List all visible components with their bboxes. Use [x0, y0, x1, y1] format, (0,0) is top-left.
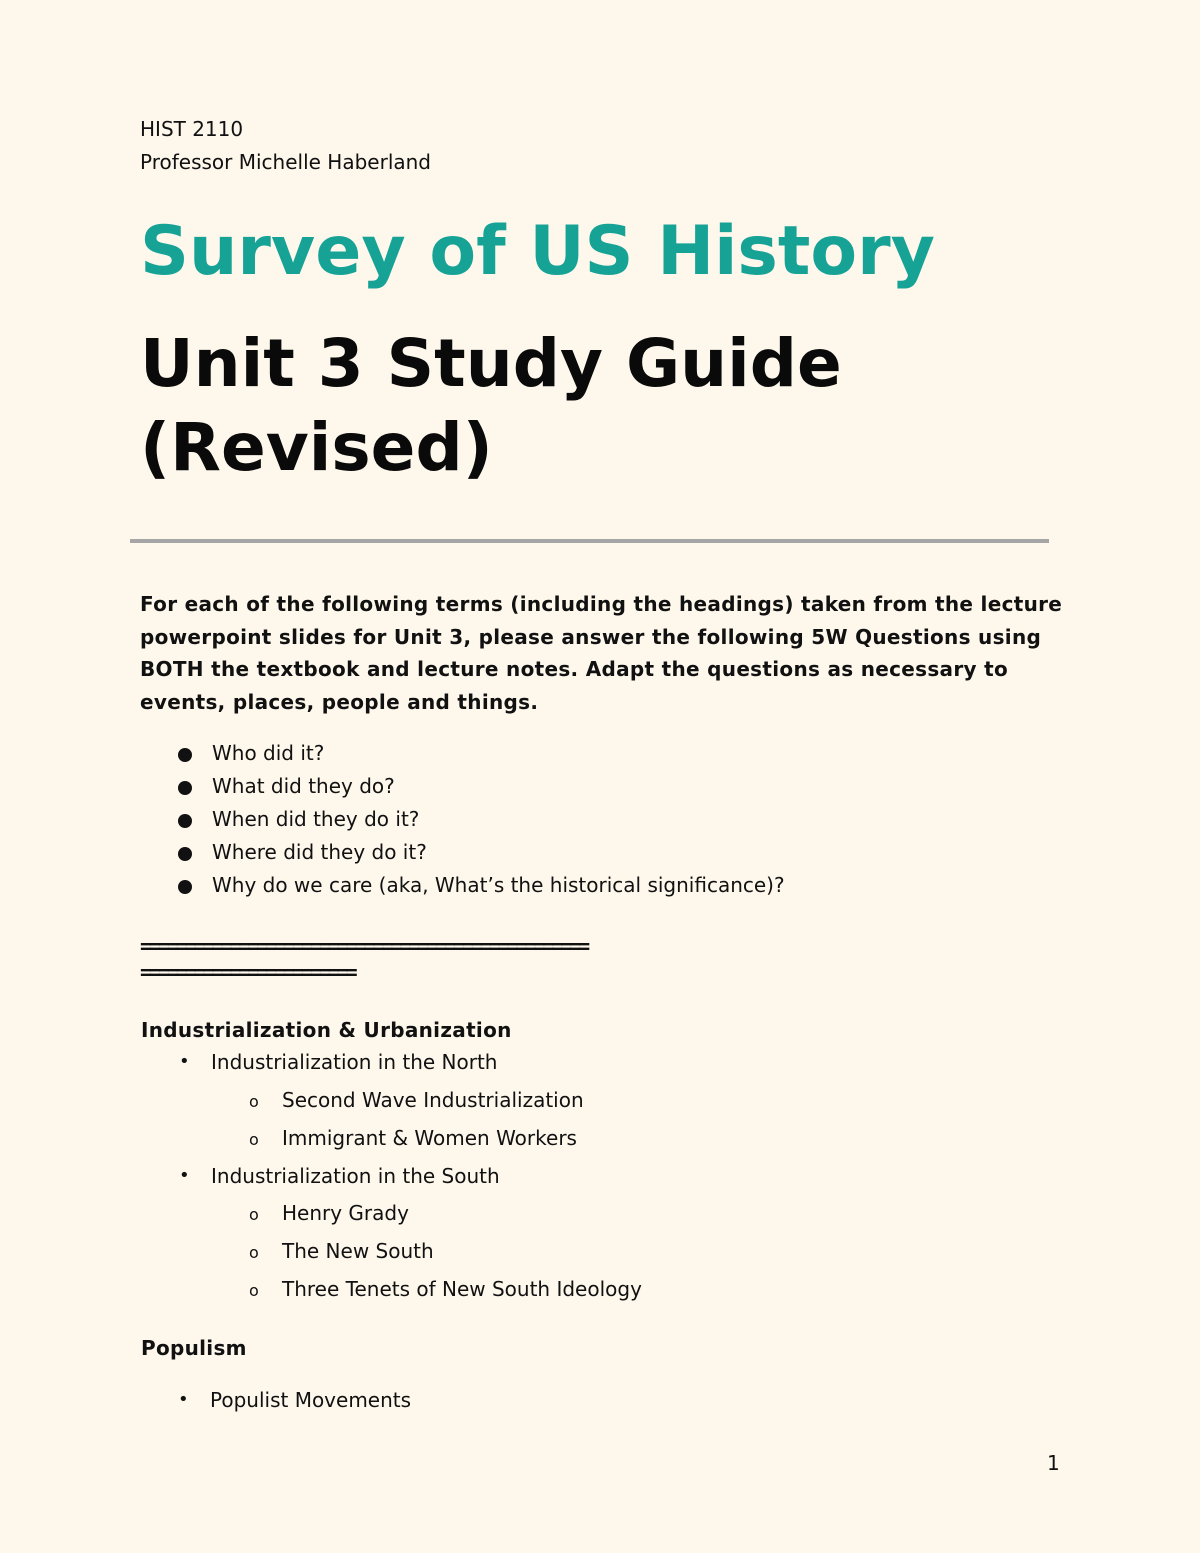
question-text: Who did it? — [212, 741, 325, 765]
question-text: Where did they do it? — [212, 840, 427, 864]
subtopic-label: Second Wave Industrialization — [282, 1088, 584, 1112]
course-code: HIST 2110 — [140, 117, 244, 141]
horizontal-rule — [130, 539, 1049, 543]
list-item — [140, 803, 785, 836]
question-text: What did they do? — [212, 774, 395, 798]
list-item — [249, 1123, 577, 1153]
course-header — [140, 113, 431, 179]
separator-line-2: ======================== — [140, 960, 355, 984]
list-item — [140, 836, 785, 869]
list-item — [249, 1198, 409, 1228]
list-item — [249, 1274, 642, 1304]
section-heading: Populism — [141, 1336, 247, 1360]
bullet-icon: • — [179, 1051, 190, 1072]
circle-bullet-icon: o — [249, 1243, 259, 1262]
list-item — [140, 737, 785, 770]
list-item — [249, 1085, 584, 1115]
document-title: Survey of US History — [140, 212, 935, 291]
bullet-icon — [178, 814, 192, 828]
section-heading: Industrialization & Urbanization — [141, 1018, 512, 1042]
circle-bullet-icon: o — [249, 1092, 259, 1111]
list-item — [179, 1161, 500, 1191]
bullet-icon — [178, 781, 192, 795]
document-subtitle — [140, 322, 842, 490]
list-item — [249, 1236, 434, 1266]
bullet-icon: • — [178, 1389, 189, 1410]
separator-line — [140, 933, 587, 985]
bullet-icon — [178, 880, 192, 894]
subtopic-label: The New South — [282, 1239, 434, 1263]
circle-bullet-icon: o — [249, 1205, 259, 1224]
circle-bullet-icon: o — [249, 1281, 259, 1300]
bullet-icon: • — [179, 1165, 190, 1186]
list-item — [140, 770, 785, 803]
list-item — [178, 1385, 412, 1415]
instructions-paragraph: For each of the following terms (including the headings) taken from the lecture powerpoint slides for Unit 3, please answer the following 5W Questions using BOTH the textbook and lecture notes. Adapt the questions as necessary to events, places, people and things. — [140, 592, 1063, 714]
list-item — [140, 869, 785, 902]
topic-label: Industrialization in the North — [211, 1050, 498, 1074]
question-text: When did they do it? — [212, 807, 420, 831]
subtitle-line-1: Unit 3 Study Guide — [140, 325, 842, 402]
circle-bullet-icon: o — [249, 1130, 259, 1149]
bullet-icon — [178, 847, 192, 861]
topic-label: Industrialization in the South — [211, 1164, 500, 1188]
subtopic-label: Three Tenets of New South Ideology — [282, 1277, 642, 1301]
question-text: Why do we care (aka, What’s the historical significance)? — [212, 873, 785, 897]
list-item — [179, 1047, 498, 1077]
topic-label: Populist Movements — [210, 1388, 412, 1412]
questions-list — [140, 737, 785, 902]
subtitle-line-2: (Revised) — [140, 409, 493, 486]
subtopic-label: Immigrant & Women Workers — [282, 1126, 577, 1150]
bullet-icon — [178, 748, 192, 762]
professor-name: Professor Michelle Haberland — [140, 150, 431, 174]
subtopic-label: Henry Grady — [282, 1201, 409, 1225]
separator-line-1: ================================================== — [140, 934, 588, 958]
page-number: 1 — [1047, 1451, 1060, 1475]
